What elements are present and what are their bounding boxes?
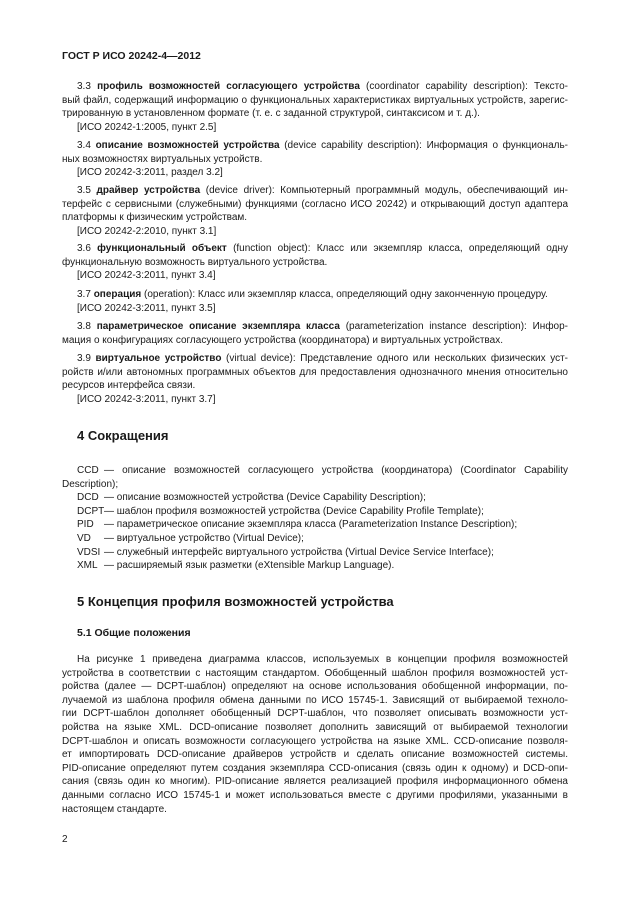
definition-number: 3.7 bbox=[77, 289, 91, 300]
paragraph-line: данными согласно ИСО 15745-1 и может использоваться вместе с другими профилями, указанными в bbox=[62, 789, 568, 801]
section-heading: 4 Сокращения bbox=[77, 428, 169, 443]
section-heading: 5 Концепция профиля возможностей устройства bbox=[77, 594, 394, 609]
definition-term: виртуальное устройство bbox=[95, 353, 222, 364]
definition-entry bbox=[62, 242, 568, 283]
definition-line bbox=[62, 184, 568, 198]
paragraph-line: На рисунке 1 приведена диаграмма классов, используемых в концепции профиля возможностей bbox=[77, 654, 568, 665]
definition-line: платформы к физическим устройствам. bbox=[62, 212, 248, 224]
definition-line: ных возможностях виртуальных устройств. bbox=[62, 153, 263, 165]
abbreviation: VDSI bbox=[77, 546, 101, 558]
abbreviation: DCPT bbox=[77, 505, 105, 517]
abbreviation-item bbox=[62, 464, 568, 478]
definition-entry bbox=[62, 352, 568, 406]
paragraph-line: гии DCPT-шаблон дополняет обобщенный DCPT-шаблон, что позволяет описывать возможности уст- bbox=[62, 708, 568, 720]
definition-text: (virtual device): Представление одного или нескольких физических уст- bbox=[226, 353, 568, 364]
abbreviation: VD bbox=[77, 532, 91, 544]
abbreviation-continuation: Description); bbox=[62, 478, 119, 490]
definition-reference: [ИСО 20242-2:2010, пункт 3.1] bbox=[77, 225, 217, 237]
paragraph-line: сания (связь один ко многим). PID-описание является реализацией профиля информационного обмена bbox=[62, 776, 568, 788]
definition-term: параметрическое описание экземпляра класса bbox=[96, 321, 340, 332]
definition-number: 3.6 bbox=[77, 243, 91, 254]
definition-line: ресурсов интерфейса связи. bbox=[62, 380, 196, 392]
definition-line: ройств и/или автономных программных объектов для предоставления однозначного мнения относительно bbox=[62, 366, 568, 378]
definition-reference: [ИСО 20242-3:2011, пункт 3.5] bbox=[77, 302, 216, 314]
abbreviation-text: — описание возможностей устройства (Device Capability Description); bbox=[104, 492, 426, 504]
paragraph-line: настоящем стандарте. bbox=[62, 803, 167, 815]
abbreviation: CCD bbox=[77, 465, 99, 476]
definition-number: 3.9 bbox=[77, 353, 91, 364]
abbreviation-text: — параметрическое описание экземпляра класса (Parameterization Instance Description); bbox=[104, 519, 518, 531]
definition-line bbox=[62, 139, 568, 153]
definition-line bbox=[62, 352, 568, 366]
paragraph-line: DCPT-шаблон и описать возможности согласующего устройства на языке XML. CCD-описание позволя- bbox=[62, 735, 568, 747]
definition-text: (coordinator capability description): Тексто- bbox=[366, 81, 568, 92]
definition-line bbox=[62, 288, 568, 302]
paragraph-line: PID-описание определяют путем создания экземпляра CCD-описания (связь один к одному) и DCD-опи- bbox=[62, 762, 568, 774]
definition-line: трированную в установленном формате (т. е. с заданной структурой, синтаксисом и т. д.). bbox=[62, 108, 480, 120]
definition-term: драйвер устройства bbox=[96, 185, 201, 196]
abbreviation-text: — описание возможностей согласующего устройства (координатора) (Coordinator Capability bbox=[104, 465, 568, 476]
abbreviation-text: — виртуальное устройство (Virtual Device); bbox=[104, 532, 304, 544]
definition-term: функциональный объект bbox=[97, 243, 227, 254]
abbreviation-item bbox=[62, 532, 568, 546]
abbreviation-item bbox=[62, 491, 568, 505]
definition-term: профиль возможностей согласующего устройства bbox=[97, 81, 360, 92]
definition-line: вый файл, содержащий информацию о функциональных характеристиках виртуальных устройств, зарегис- bbox=[62, 94, 568, 106]
definition-entry bbox=[62, 288, 568, 315]
paragraph-line: устройства в соответствии с настоящим стандартом. Обобщенный шаблон профиля возможностей уст- bbox=[62, 667, 568, 679]
abbreviation: XML bbox=[77, 560, 98, 572]
definition-text: (device driver): Компьютерный программный модуль, обеспечивающий ин- bbox=[205, 185, 568, 196]
paragraph-line: ройства на языке XML. DCD-описание позволяет дополнить зависящий от выбираемой технологии bbox=[62, 721, 568, 733]
definition-entry bbox=[62, 320, 568, 347]
abbreviation-text: — служебный интерфейс виртуального устройства (Virtual Device Service Interface); bbox=[104, 546, 494, 558]
abbreviation-text: — шаблон профиля возможностей устройства (Device Capability Profile Template); bbox=[104, 505, 484, 517]
subsection-heading: 5.1 Общие положения bbox=[77, 627, 191, 639]
definition-number: 3.4 bbox=[77, 140, 91, 151]
page-number: 2 bbox=[62, 834, 68, 845]
definition-line: функциональную возможность виртуального устройства. bbox=[62, 256, 328, 268]
paragraph bbox=[62, 653, 568, 816]
definition-reference: [ИСО 20242-3:2011, пункт 3.7] bbox=[77, 393, 216, 405]
definition-text: (parameterization instance description): Инфор- bbox=[345, 321, 568, 332]
document-header: ГОСТ Р ИСО 20242-4—2012 bbox=[62, 50, 201, 62]
definition-text: (function object): Класс или экземпляр класса, определяющий одну bbox=[233, 243, 568, 254]
definition-line bbox=[62, 320, 568, 334]
definition-line bbox=[62, 242, 568, 256]
definition-number: 3.3 bbox=[77, 81, 91, 92]
definition-line: терфейс с сервисными (служебными) функциями (согласно ИСО 20242) и открывающий доступ адаптера bbox=[62, 198, 568, 210]
abbreviation-item bbox=[62, 505, 568, 519]
paragraph-line: ройства (далее — DCPT-шаблон) определяют на основе использования обобщенной информации, по- bbox=[62, 681, 568, 693]
abbreviations-list bbox=[62, 464, 568, 573]
definition-entry bbox=[62, 139, 568, 180]
abbreviation-item bbox=[62, 546, 568, 560]
definition-entry bbox=[62, 80, 568, 134]
abbreviation: DCD bbox=[77, 492, 99, 504]
definition-term: операция bbox=[93, 289, 142, 300]
definition-text: (device capability description): Информация о функциональ- bbox=[284, 140, 568, 151]
definition-term: описание возможностей устройства bbox=[95, 140, 280, 151]
abbreviation: PID bbox=[77, 519, 94, 531]
definition-number: 3.5 bbox=[77, 185, 91, 196]
abbreviation-text: — расширяемый язык разметки (eXtensible Markup Language). bbox=[104, 560, 395, 572]
definition-line bbox=[62, 80, 568, 94]
definition-entry bbox=[62, 184, 568, 238]
abbreviation-item bbox=[62, 559, 568, 573]
definition-reference: [ИСО 20242-3:2011, раздел 3.2] bbox=[77, 167, 223, 179]
abbreviation-item bbox=[62, 518, 568, 532]
paragraph-line: ет импортировать DCD-описание драйверов устройств и сделать описание возможностей системы. bbox=[62, 749, 568, 761]
definition-line: мация о конфигурациях согласующего устройства (координатора) и виртуальных устройствах. bbox=[62, 334, 503, 346]
definition-reference: [ИСО 20242-1:2005, пункт 2.5] bbox=[77, 121, 217, 133]
paragraph-line: лучаемой из шаблона профиля обмена данными по ИСО 15745-1. Зависящий от выбираемой техноло- bbox=[62, 694, 568, 706]
definition-number: 3.8 bbox=[77, 321, 91, 332]
definition-reference: [ИСО 20242-3:2011, пункт 3.4] bbox=[77, 270, 216, 282]
definition-text: (operation): Класс или экземпляр класса, определяющий одну законченную процедуру. bbox=[143, 289, 548, 300]
